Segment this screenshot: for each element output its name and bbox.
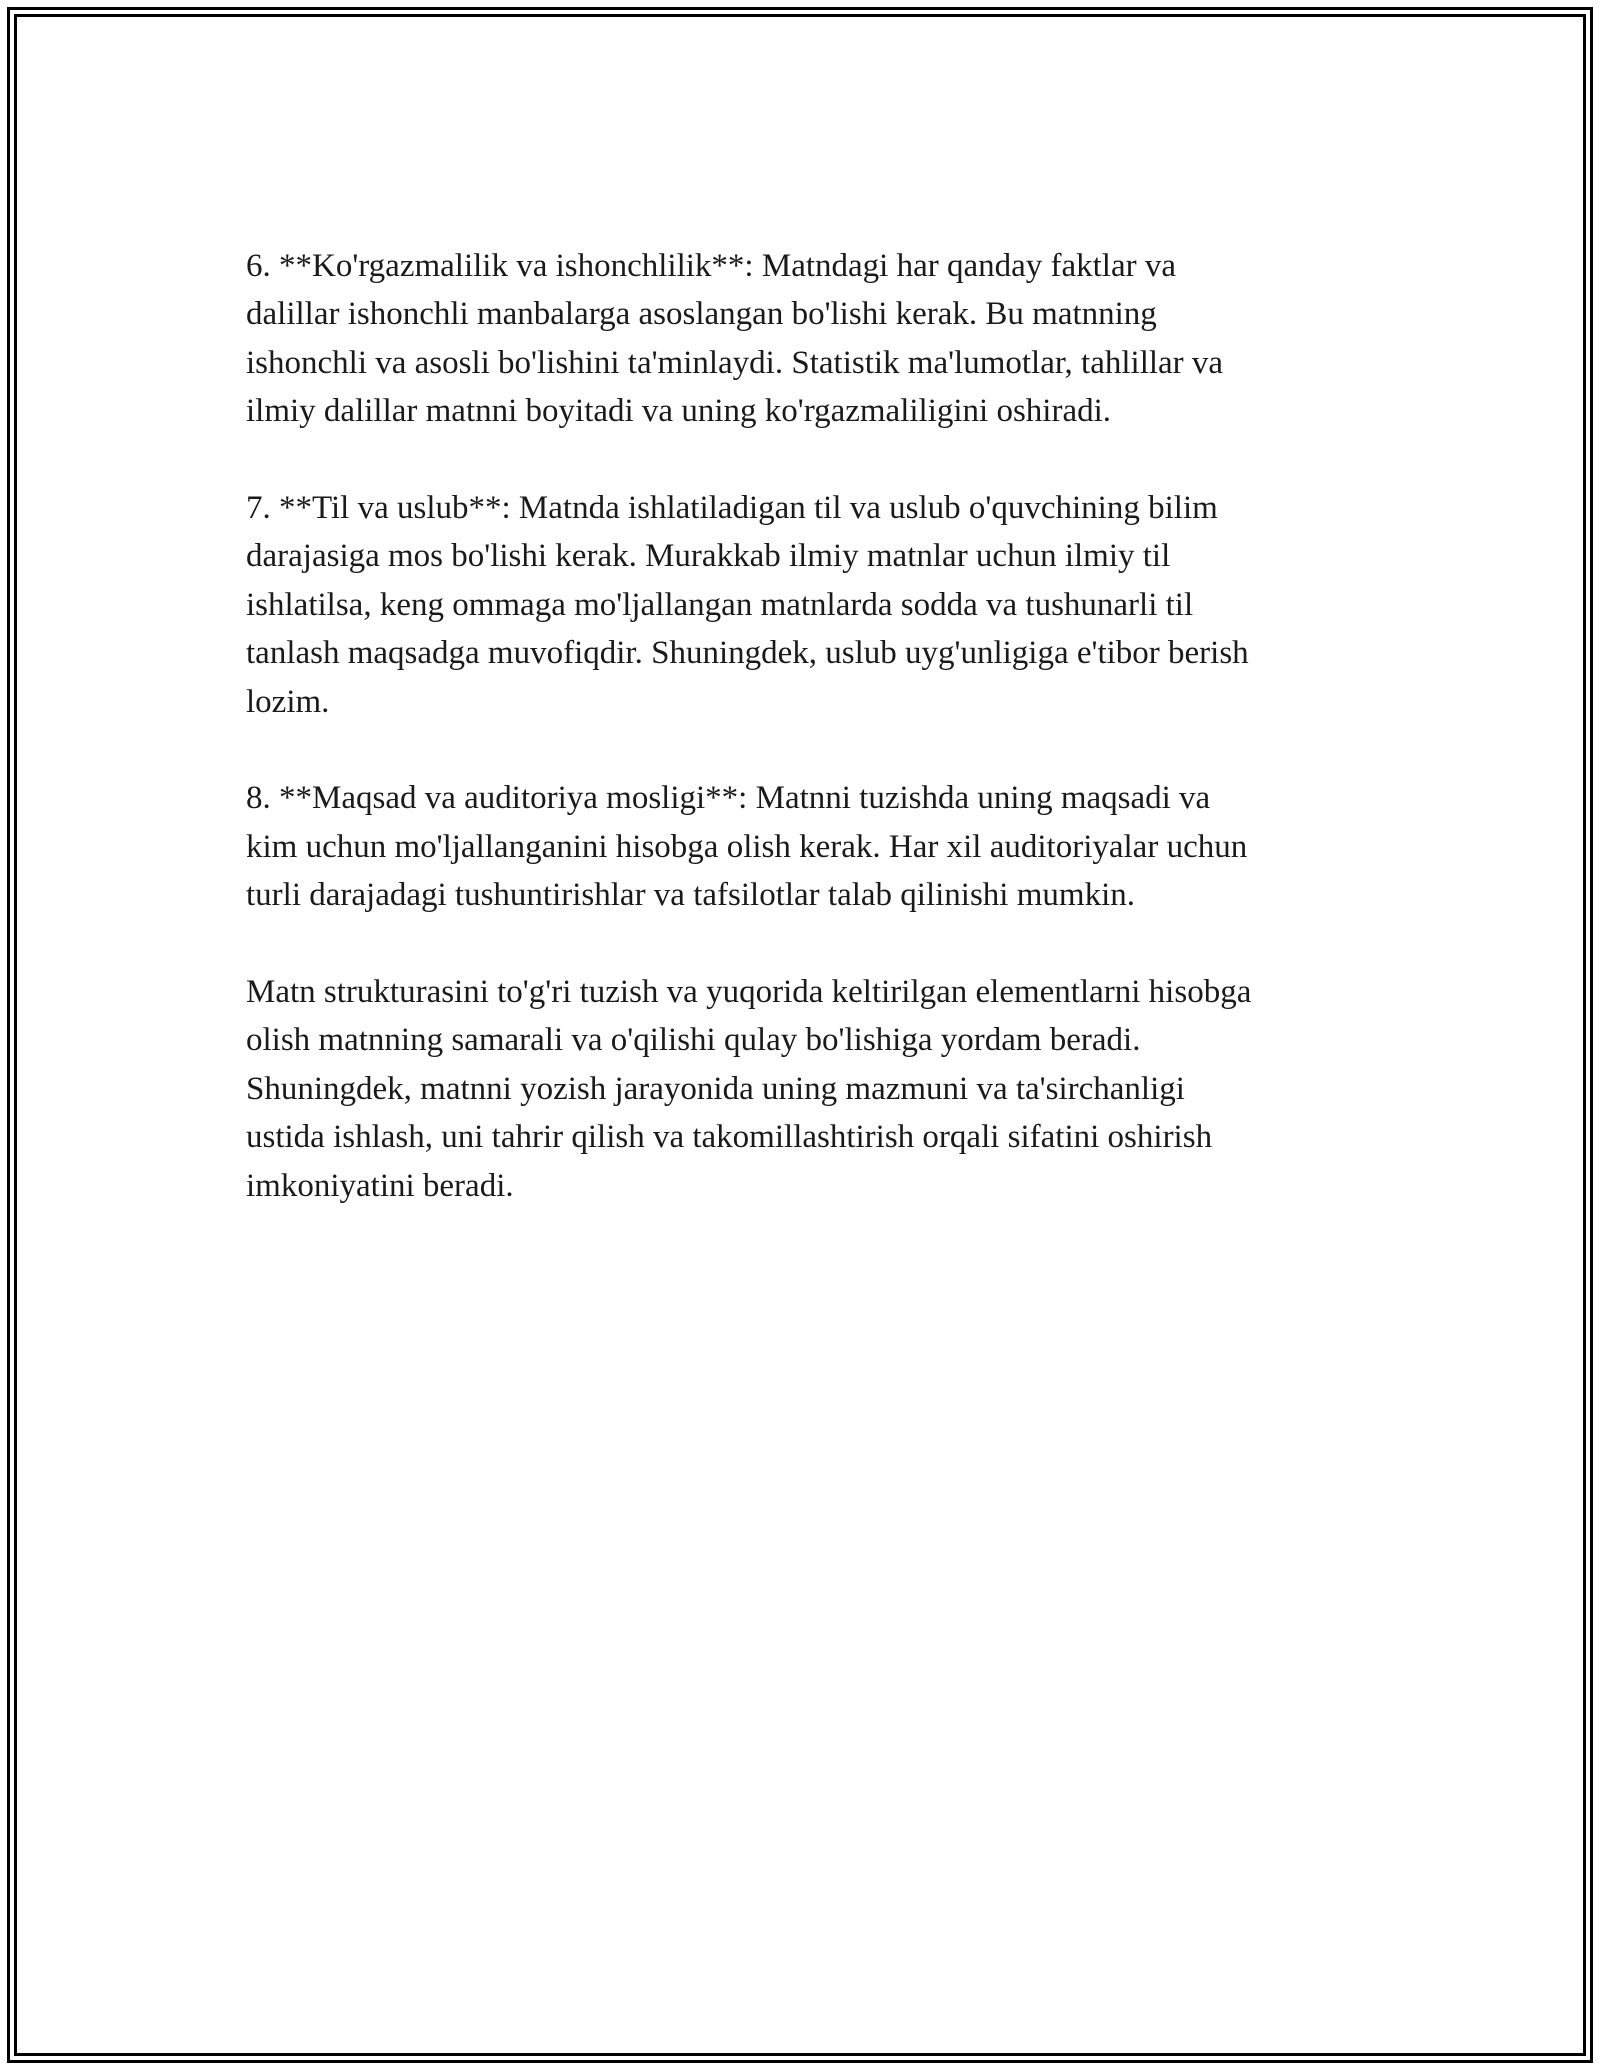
document-body <box>246 242 1396 1258</box>
paragraph-item-7: 7. **Til va uslub**: Matnda ishlatiladigan til va uslub o'quvchining bilim darajasiga mos bo'lishi kerak. Murakkab ilmiy matnlar uchun ilmiy til ishlatilsa, keng ommaga mo'ljallangan matnlarda sodda va tushunarli til tanlash maqsadga muvofiqdir. Shuningdek, uslub uyg'unligiga e'tibor berish lozim. <box>246 490 1249 720</box>
paragraph-conclusion: Matn strukturasini to'g'ri tuzish va yuqorida keltirilgan elementlarni hisobga olish matnning samarali va o'qilishi qulay bo'lishiga yordam beradi. Shuningdek, matnni yozish jarayonida uning mazmuni va ta'sirchanligi ustida ishlash, uni tahrir qilish va takomillashtirish orqali sifatini oshirish imkoniyatini beradi. <box>246 974 1252 1204</box>
page-frame <box>7 7 1593 2063</box>
paragraph-item-6: 6. **Ko'rgazmalilik va ishonchlilik**: Matndagi har qanday faktlar va dalillar ishonchli manbalarga asoslangan bo'lishi kerak. Bu matnning ishonchli va asosli bo'lishini ta'minlaydi. Statistik ma'lumotlar, tahlillar va ilmiy dalillar matnni boyitadi va uning ko'rgazmaliligini oshiradi. <box>246 248 1224 430</box>
paragraph-item-8: 8. **Maqsad va auditoriya mosligi**: Matnni tuzishda uning maqsadi va kim uchun mo'ljallanganini hisobga olish kerak. Har xil auditoriyalar uchun turli darajadagi tushuntirishlar va tafsilotlar talab qilinishi mumkin. <box>246 780 1248 914</box>
